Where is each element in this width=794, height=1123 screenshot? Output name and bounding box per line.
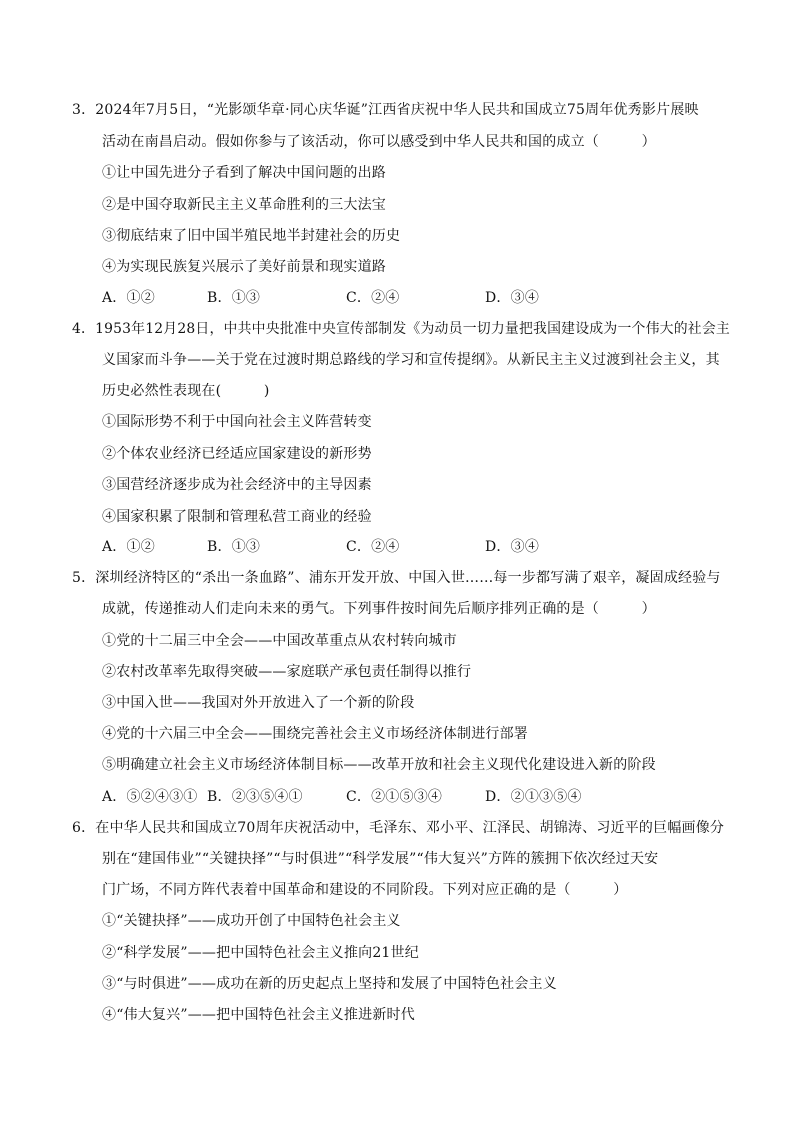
question-3-choice-d: D．③④ bbox=[485, 290, 540, 306]
question-4-choice-d: D．③④ bbox=[485, 539, 540, 555]
question-4-stem-line-2: 义国家而斗争——关于党在过渡时期总路线的学习和宣传提纲》。从新民主主义过渡到社会主义，其 bbox=[102, 352, 720, 368]
question-6-stem-line-3: 门广场，不同方阵代表着中国革命和建设的不同阶段。下列对应正确的是（ ） bbox=[102, 882, 628, 898]
question-3-choice-c: C．②④ bbox=[346, 290, 400, 306]
question-5-choice-d: D．②①③⑤④ bbox=[485, 789, 582, 805]
question-6-option-3: ③“与时俱进”——成功在新的历史起点上坚持和发展了中国特色社会主义 bbox=[102, 976, 557, 992]
question-3-stem-line-1: 3．2024年7月5日，“光影颂华章·同心庆华诞”江西省庆祝中华人民共和国成立75周年优秀影片展映 bbox=[72, 102, 699, 118]
question-4-stem-line-3: 历史必然性表现在( ) bbox=[102, 383, 270, 399]
question-6-option-4: ④“伟大复兴”——把中国特色社会主义推进新时代 bbox=[102, 1007, 415, 1023]
question-6-stem-line-1: 6．在中华人民共和国成立70周年庆祝活动中，毛泽东、邓小平、江泽民、胡锦涛、习近平的巨幅画像分 bbox=[72, 820, 725, 836]
question-5-stem-line-1: 5．深圳经济特区的“杀出一条血路”、浦东开发开放、中国入世……每一步都写满了艰辛，凝固成经验与 bbox=[72, 570, 721, 586]
question-5-choice-b: B．②③⑤④① bbox=[207, 789, 303, 805]
question-4-option-2: ②个体农业经济已经适应国家建设的新形势 bbox=[102, 446, 372, 462]
question-5-option-5: ⑤明确建立社会主义市场经济体制目标——改革开放和社会主义现代化建设进入新的阶段 bbox=[102, 757, 656, 773]
question-4-choice-b: B．①③ bbox=[207, 539, 261, 555]
question-3-choice-a: A．①② bbox=[102, 290, 155, 306]
question-4-option-1: ①国际形势不利于中国向社会主义阵营转变 bbox=[102, 414, 372, 430]
question-3-option-1: ①让中国先进分子看到了解决中国问题的出路 bbox=[102, 165, 386, 181]
question-5-option-1: ①党的十二届三中全会——中国改革重点从农村转向城市 bbox=[102, 633, 457, 649]
question-6-option-1: ①“关键抉择”——成功开创了中国特色社会主义 bbox=[102, 913, 401, 929]
question-3-option-4: ④为实现民族复兴展示了美好前景和现实道路 bbox=[102, 259, 386, 275]
question-5-option-3: ③中国入世——我国对外开放进入了一个新的阶段 bbox=[102, 695, 415, 711]
question-4-choice-a: A．①② bbox=[102, 539, 155, 555]
question-4-option-3: ③国营经济逐步成为社会经济中的主导因素 bbox=[102, 477, 372, 493]
question-5-stem-line-2: 成就，传递推动人们走向未来的勇气。下列事件按时间先后顺序排列正确的是（ ） bbox=[102, 601, 656, 617]
question-4-stem-line-1: 4．1953年12月28日，中共中央批准中央宣传部制发《为动员一切力量把我国建设成为一个伟大的社会主 bbox=[72, 321, 730, 337]
question-4-choice-c: C．②④ bbox=[346, 539, 400, 555]
question-5-option-4: ④党的十六届三中全会——围绕完善社会主义市场经济体制进行部署 bbox=[102, 726, 528, 742]
question-5-choice-c: C．②①⑤③④ bbox=[346, 789, 443, 805]
question-3-choice-b: B．①③ bbox=[207, 290, 261, 306]
question-6-stem-line-2: 别在“建国伟业”“关键抉择”“与时俱进”“科学发展”“伟大复兴”方阵的簇拥下依次经过天安 bbox=[102, 851, 659, 867]
question-3-stem-line-2: 活动在南昌启动。假如你参与了该活动，你可以感受到中华人民共和国的成立（ ） bbox=[102, 134, 656, 150]
question-5-option-2: ②农村改革率先取得突破——家庭联产承包责任制得以推行 bbox=[102, 664, 472, 680]
question-6-option-2: ②“科学发展”——把中国特色社会主义推向21世纪 bbox=[102, 945, 419, 961]
question-4-option-4: ④国家积累了限制和管理私营工商业的经验 bbox=[102, 509, 372, 525]
question-5-choice-a: A．⑤②④③① bbox=[102, 789, 198, 805]
question-3-option-2: ②是中国夺取新民主主义革命胜利的三大法宝 bbox=[102, 197, 386, 213]
question-3-option-3: ③彻底结束了旧中国半殖民地半封建社会的历史 bbox=[102, 228, 401, 244]
